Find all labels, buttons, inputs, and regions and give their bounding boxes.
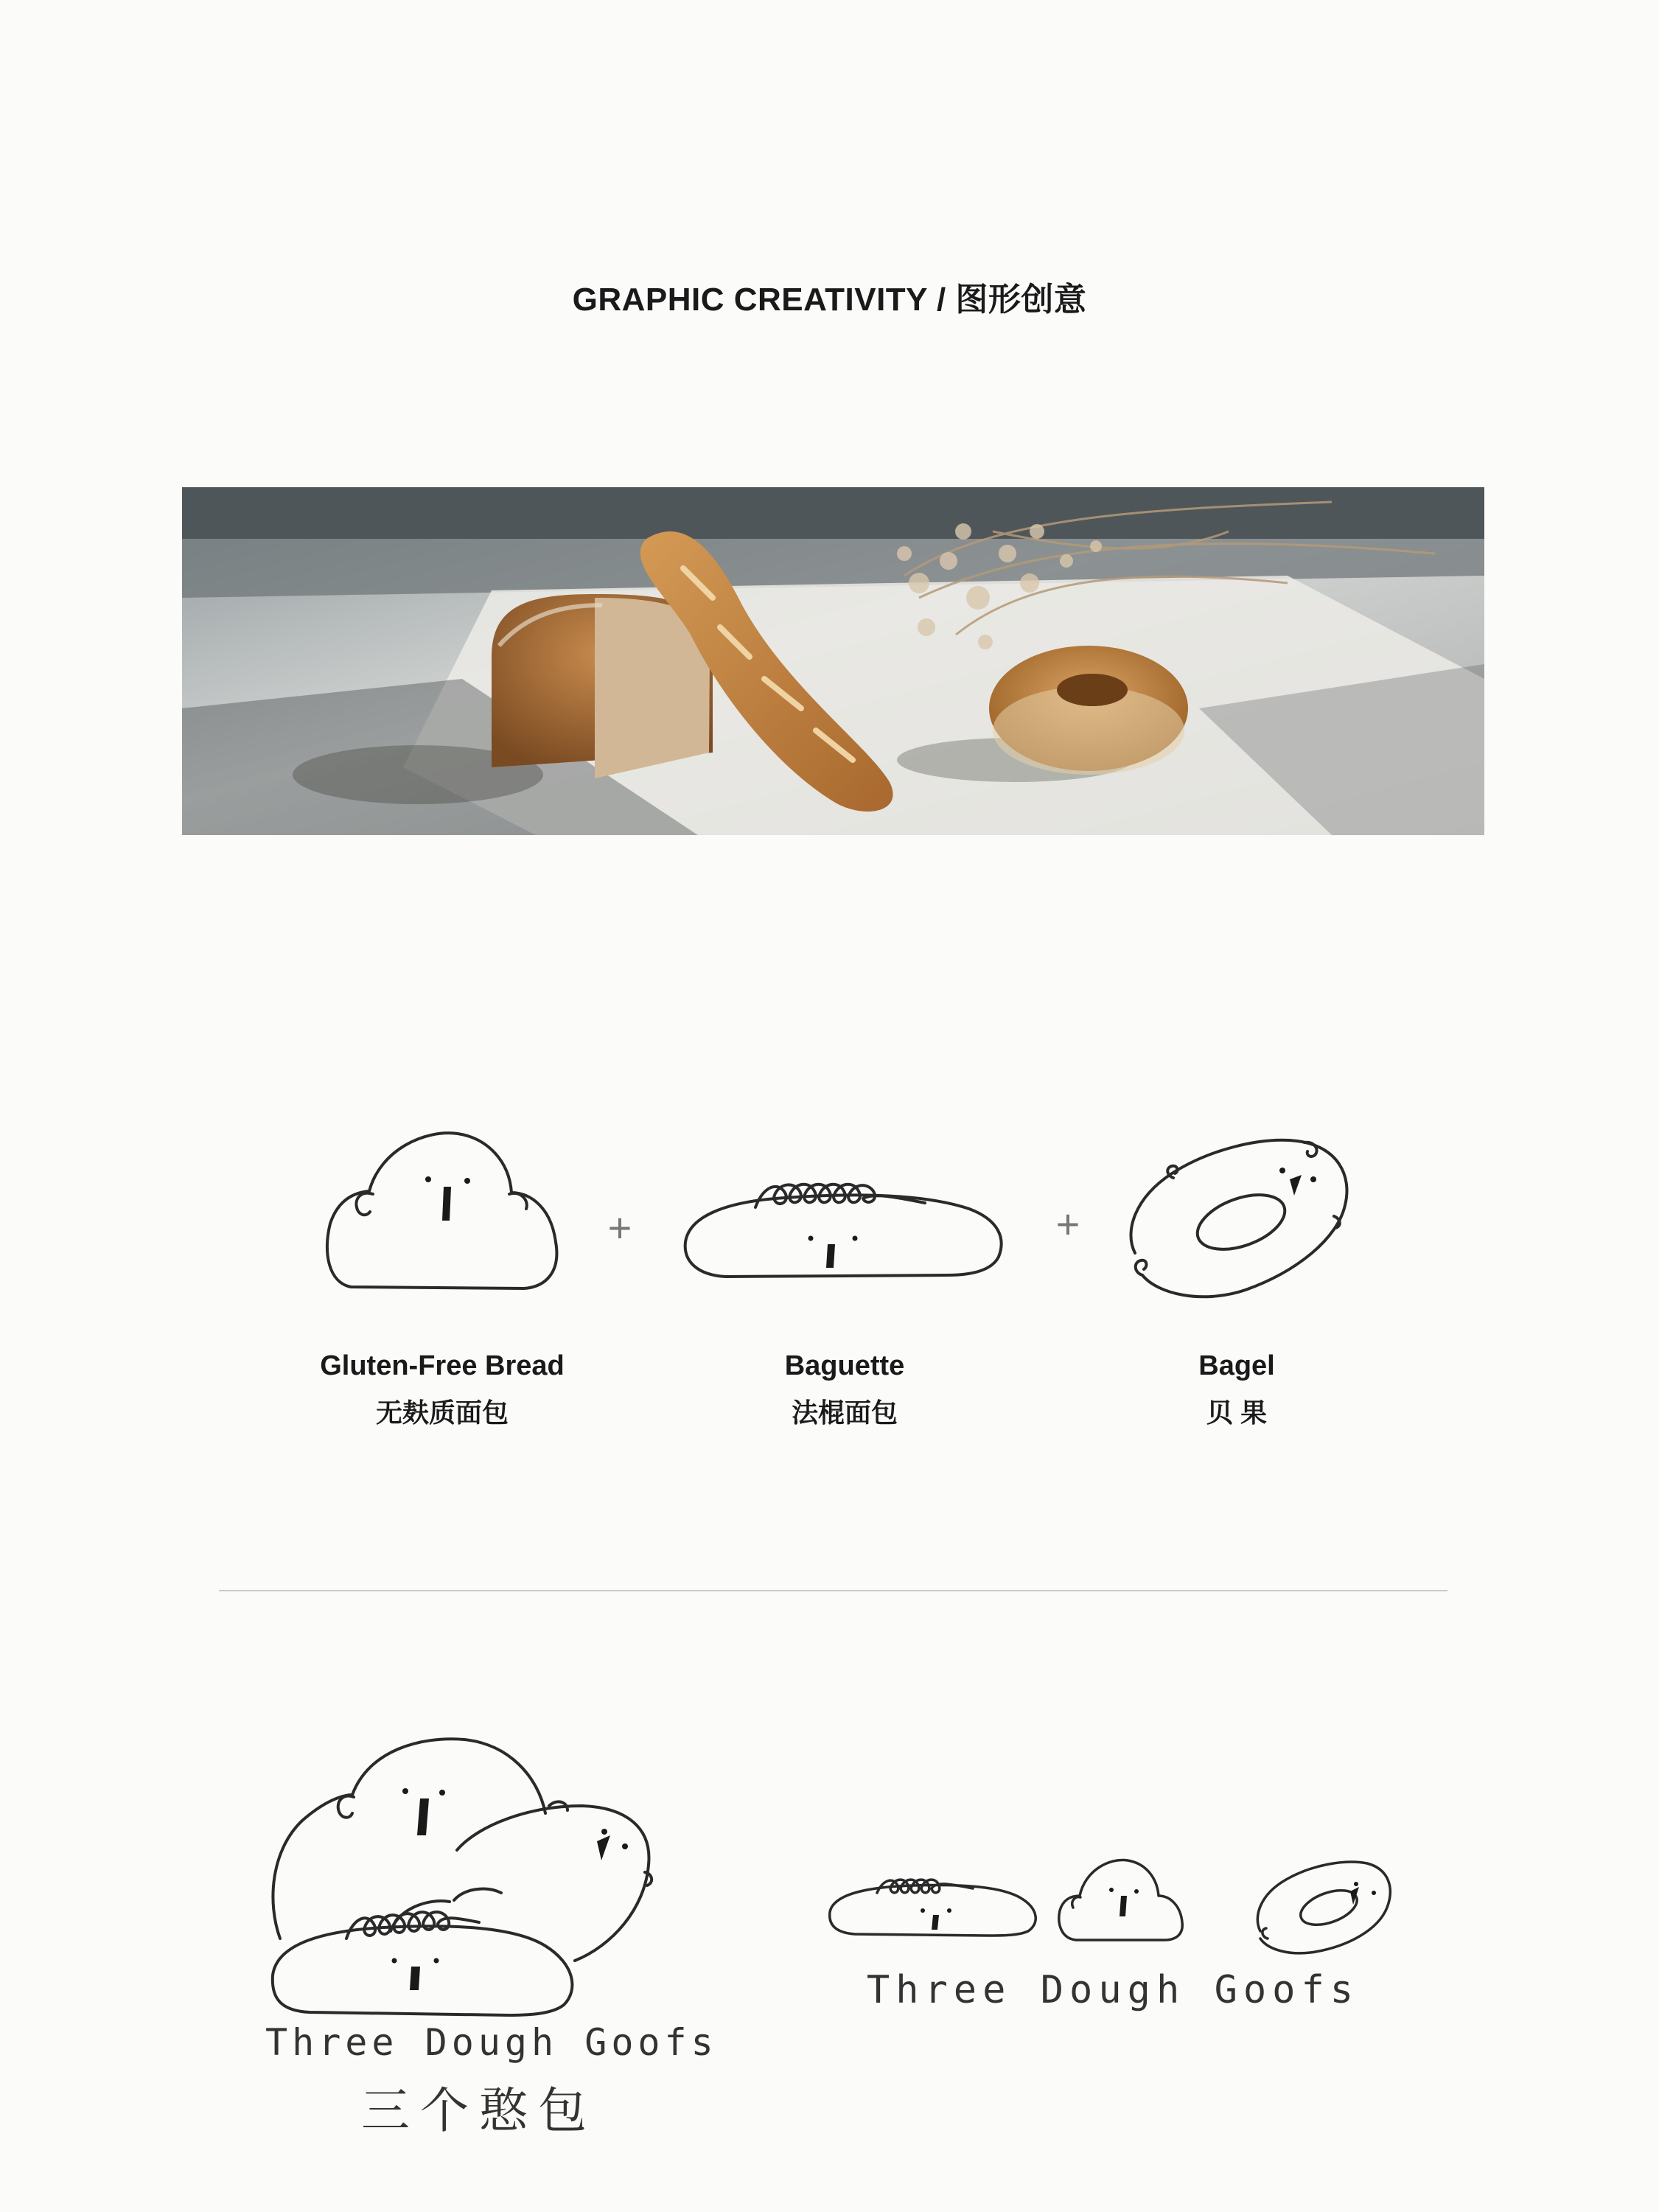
logo-secondary-wordmark: Three Dough Goofs xyxy=(866,1968,1360,2012)
logo-primary-wordmark: Three Dough Goofs xyxy=(265,2021,718,2064)
section-divider xyxy=(219,1590,1447,1591)
bread-hero-photo xyxy=(182,487,1484,835)
plus-sign: + xyxy=(1055,1201,1080,1247)
bread-name-en: Baguette xyxy=(784,1350,905,1381)
bread-name-cn: 法棍面包 xyxy=(791,1398,898,1428)
bagel-face-icon xyxy=(1120,1128,1356,1305)
bread-name-en: Bagel xyxy=(1198,1350,1275,1381)
logo-secondary-mark-icon xyxy=(825,1843,1400,1961)
bread-name-cn: 贝 果 xyxy=(1206,1398,1267,1428)
bread-label-baguette xyxy=(697,1349,992,1430)
plus-sign: + xyxy=(607,1204,632,1251)
bread-name-cn: 无麸质面包 xyxy=(375,1398,509,1428)
logo-primary-mark-icon xyxy=(265,1725,693,2020)
bread-photo-illustration xyxy=(182,487,1484,835)
bread-name-en: Gluten-Free Bread xyxy=(320,1350,565,1381)
bread-label-bagel xyxy=(1089,1349,1384,1430)
bread-loaf-face-icon xyxy=(321,1120,565,1297)
logo-primary-wordmark-cn: 三个憨包 xyxy=(361,2082,597,2139)
baguette-face-icon xyxy=(682,1165,1010,1283)
bread-label-gluten-free xyxy=(295,1349,590,1430)
page-title: GRAPHIC CREATIVITY / 图形创意 xyxy=(572,282,1087,318)
